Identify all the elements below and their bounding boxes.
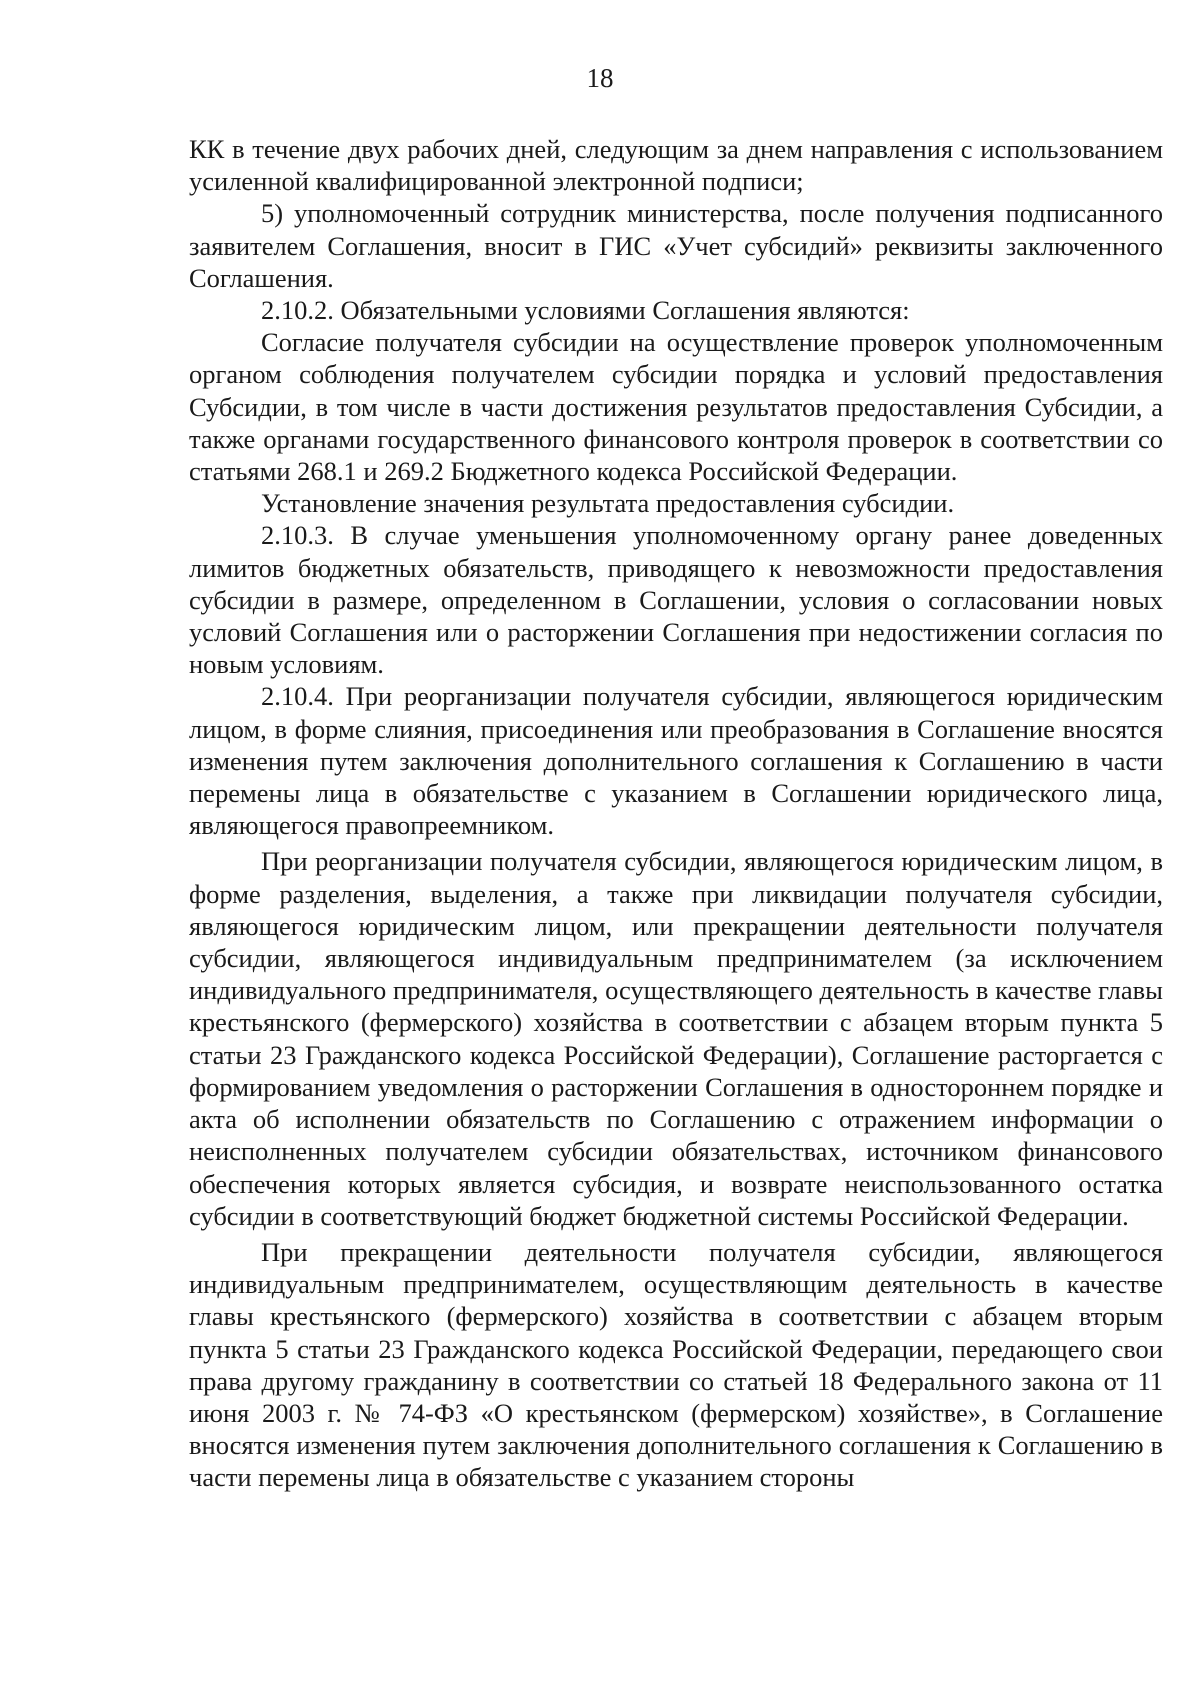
page-number: 18 — [586, 63, 614, 93]
paragraph: 2.10.4. При реорганизации получателя субсидии, являющегося юридическим лицом, в форме слияния, присоединения или преобразования в Соглашение вносятся изменения путем заключения дополнительного соглашения к Соглашению в части перемены лица в обязательстве с указанием в Соглашении юридического лица, являющегося правопреемником. — [189, 681, 1163, 841]
paragraph: 2.10.2. Обязательными условиями Соглашения являются: — [261, 295, 910, 326]
page-body — [189, 133, 1163, 1494]
paragraph: Согласие получателя субсидии на осуществление проверок уполномоченным органом соблюдения получателем субсидии порядка и условий предоставления Субсидии, в том числе в части достижения результатов предоставления Субсидии, а также органами государственного финансового контроля проверок в соответствии со статьями 268.1 и 269.2 Бюджетного кодекса Российской Федерации. — [189, 327, 1163, 487]
paragraph: КК в течение двух рабочих дней, следующим за днем направления с использованием усиленной квалифицированной электронной подписи; — [189, 134, 1163, 197]
paragraph: 5) уполномоченный сотрудник министерства, после получения подписанного заявителем Соглашения, вносит в ГИС «Учет субсидий» реквизиты заключенного Соглашения. — [189, 198, 1163, 293]
paragraph: При реорганизации получателя субсидии, являющегося юридическим лицом, в форме разделения, выделения, а также при ликвидации получателя субсидии, являющегося юридическим лицом, или прекращении деятельности получателя субсидии, являющегося индивидуальным предпринимателем (за исключением индивидуального предпринимателя, осуществляющего деятельность в качестве главы крестьянского (фермерского) хозяйства в соответствии с абзацем вторым пункта 5 статьи 23 Гражданского кодекса Российской Федерации), Соглашение расторгается с формированием уведомления о расторжении Соглашения в одностороннем порядке и акта об исполнении обязательств по Соглашению с отражением информации о неисполненных получателем субсидии обязательствах, источником финансового обеспечения которых является субсидия, и возврате неиспользованного остатка субсидии в соответствующий бюджет бюджетной системы Российской Федерации. — [189, 846, 1163, 1231]
paragraph: При прекращении деятельности получателя субсидии, являющегося индивидуальным предпринимателем, осуществляющим деятельность в качестве главы крестьянского (фермерского) хозяйства в соответствии с абзацем вторым пункта 5 статьи 23 Гражданского кодекса Российской Федерации, передающего свои права другому гражданину в соответствии со статьей 18 Федерального закона от 11 июня 2003 г. № 74-ФЗ «О крестьянском (фермерском) хозяйстве», в Соглашение вносятся изменения путем заключения дополнительного соглашения к Соглашению в части перемены лица в обязательстве с указанием стороны — [189, 1236, 1163, 1493]
paragraph: Установление значения результата предоставления субсидии. — [261, 488, 955, 519]
paragraph: 2.10.3. В случае уменьшения уполномоченному органу ранее доведенных лимитов бюджетных обязательств, приводящего к невозможности предоставления субсидии в размере, определенном в Соглашении, условия о согласовании новых условий Соглашения или о расторжении Соглашения при недостижении согласия по новым условиям. — [189, 520, 1163, 680]
